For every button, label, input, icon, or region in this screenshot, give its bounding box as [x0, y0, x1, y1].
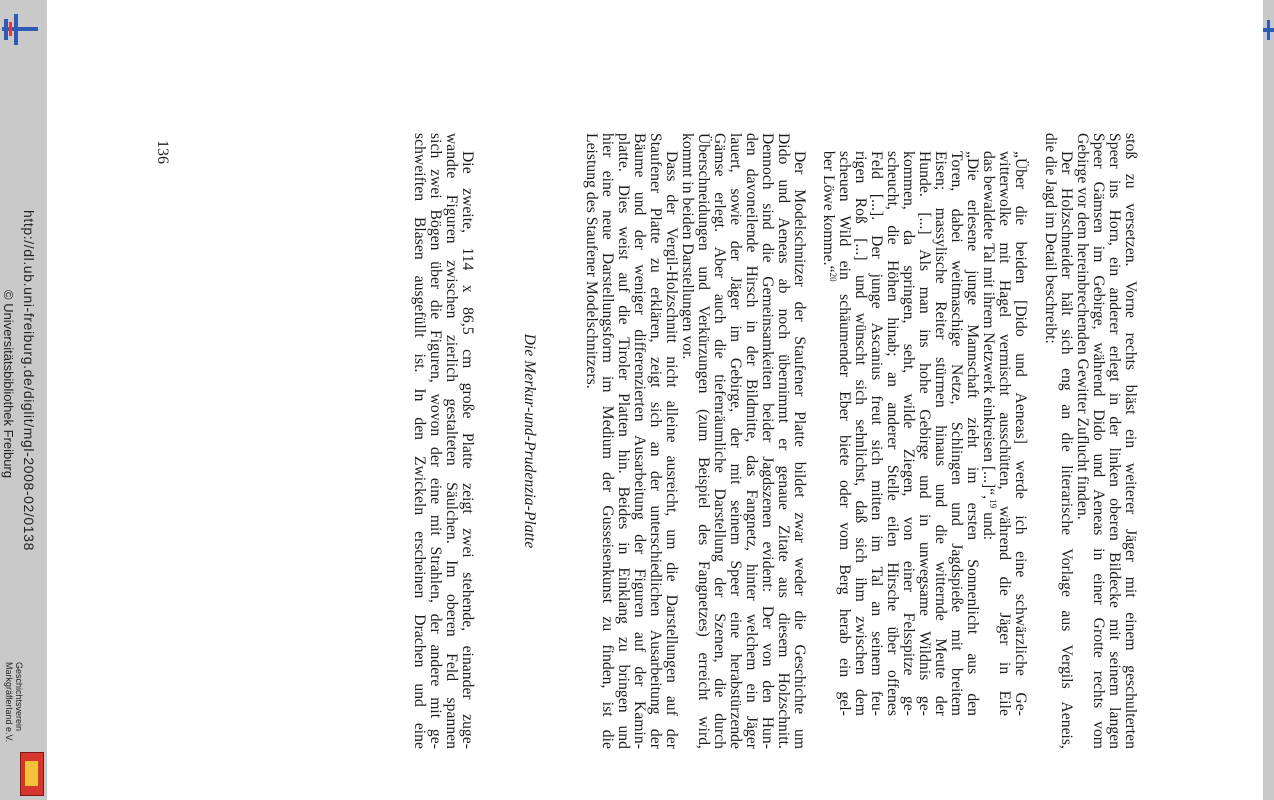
- text-line: Toren, dabei weitmaschige Netze, Schlingen und Jagdspieße mit breitem: [948, 151, 965, 716]
- text-line: ber Löwe komme.“$^{20}$: [820, 151, 839, 282]
- text-line: sich zwei Bögen über die Figuren, wovon der eine mit Strahlen, der andere mit ge-: [427, 133, 444, 749]
- footnote-ref: 20: [828, 272, 839, 282]
- section-heading: Die Merkur-und-Prudenzia-Platte: [521, 333, 538, 549]
- text-line: Feld [...]. Der junge Ascanius freut sich mitten im Tal an seinem feu-: [868, 151, 885, 716]
- text-line: Die zweite, 114 x 86,5 cm große Platte zeigt zwei stehende, einander zuge-: [459, 151, 476, 749]
- text-line: Hunde. [...] Als man ins hohe Gebirge und in unwegsame Wildnis ge-: [916, 151, 933, 716]
- text-line: Gebirge vor dem hereinbrechenden Gewitter Zuflucht finden.: [1074, 133, 1091, 520]
- footer-society-line2: Markgräflerland e.V.: [4, 662, 14, 743]
- text-line: Der Modelschnitzer der Staufener Platte bildet zwar weder die Geschichte um: [791, 151, 808, 749]
- text-line: „Über die beiden [Dido und Aeneas] werde ich eine schwärzliche Ge-: [1012, 151, 1029, 716]
- scan-color-bar-icon: [2, 14, 38, 46]
- body-paragraph: [583, 133, 807, 749]
- text-line: „Die erlesene junge Mannschaft zieht im ersten Sonnenlicht aus den: [964, 151, 981, 716]
- text-line: stoß zu versetzen. Vorne rechts bläst ein weiterer Jäger mit einem geschulterten: [1122, 133, 1139, 749]
- text-line: den davoneilende Hirsch in der Bildmitte, das Fangnetz, hinter welchem ein Jäger: [743, 133, 760, 749]
- text-line: witterwolke mit Hagel vermischt ausschütten, während die Jäger in Eile: [996, 151, 1013, 716]
- text-line: Überschneidungen und Verkürzungen (zum Beispiel des Fangnetzes) erreicht wird,: [695, 133, 712, 749]
- page-number: 136: [154, 140, 171, 164]
- text-line: Dennoch sind die Gemeinsamkeiten beider Jagdszenen evident: Der von den Hun-: [759, 133, 776, 749]
- text-line: wandte Figuren zwischen zierlich gestalteten Säulchen. Im oberen Feld spannen: [443, 133, 460, 749]
- text-line: Dido und Aeneas ab noch übernimmt er genaue Zitate aus diesem Holzschnitt.: [775, 133, 792, 749]
- text-line: Dass der Vergil-Holzschnitt nicht alleine ausreicht, um die Darstellungen auf der: [663, 151, 680, 749]
- text-line: Leistung des Staufener Modelschnitzers.: [583, 133, 600, 389]
- scan-color-bar-right-icon: [1263, 20, 1274, 40]
- text-line: Eisen; massylische Reiter stürmen hinaus und die witternde Meute der: [932, 151, 949, 716]
- text-line: Staufener Platte zu erklären, zeigt sich an der unterschiedlichen Ausarbeitung der: [647, 133, 664, 749]
- opening-paragraph: [1042, 133, 1138, 749]
- text-line: lauert, sowie der Jäger im Gebirge, der mit seinem Speer eine herabstürzende: [727, 133, 744, 749]
- text-line: das bewaldete Tal mit ihrem Netzwerk einkreisen [...]“,$^{19}$ und:: [980, 151, 999, 541]
- text-line: rigen Roß [...] und wünscht sich sehnlichst, daß sich ihm zwischen dem: [852, 151, 869, 716]
- text-line: schweiften Blasen ausgefüllt ist. In den Zwickeln erscheinen Drachen und eine: [411, 133, 428, 749]
- text-line: die die Jagd im Detail beschreibt:: [1042, 133, 1059, 344]
- page-text: [411, 133, 1138, 749]
- text-line: Speer ins Horn, ein anderer erlegt in der linken oberen Bildecke mit seinem langen: [1106, 133, 1123, 749]
- section-paragraph: [411, 133, 475, 749]
- footer-copyright: © Universitätsbibliothek Freiburg: [1, 290, 16, 479]
- text-line: scheuen Wild ein schäumender Eber biete oder vom Berg herab ein gel-: [836, 151, 853, 716]
- text-line: kommt in beiden Darstellungen vor.: [679, 133, 696, 360]
- society-logo-icon: [20, 752, 44, 796]
- footnote-ref: 19: [988, 499, 999, 509]
- right-margin-strip: [1263, 0, 1274, 800]
- footer-society-line1: Geschichtsverein: [14, 662, 24, 732]
- text-line: Gämse erlegt. Aber auch die tiefenräumliche Darstellung der Szenen, die durch: [711, 133, 728, 749]
- text-line: scheucht, die Höhen hinab; an anderer Stelle eilen Hirsche über offenes: [884, 151, 901, 716]
- text-line: Speer Gämsen im Gebirge, während Dido und Aeneas in einer Grotte rechts vom: [1090, 133, 1107, 749]
- text-line: Bäume und der weniger differenzierten Ausarbeitung der Figuren auf der Kamin-: [631, 133, 648, 749]
- text-line: platte. Dies weist auf die Tiroler Platten hin. Beides in Einklang zu bringen und: [615, 133, 632, 749]
- vergil-quote: [820, 151, 1028, 716]
- text-line: hier eine neue Darstellungsform im Medium der Gusseisenkunst zu finden, ist die: [599, 133, 616, 749]
- footer-url[interactable]: http://dl.ub.uni-freiburg.de/diglit/mgl-2008-02/0138: [21, 210, 37, 551]
- text-line: Der Holzschneider hält sich eng an die literarische Vorlage aus Vergils Aeneis,: [1058, 151, 1075, 749]
- text-line: kommen, da springen, seht, wilde Ziegen, von einer Felsspitze ge-: [900, 151, 917, 716]
